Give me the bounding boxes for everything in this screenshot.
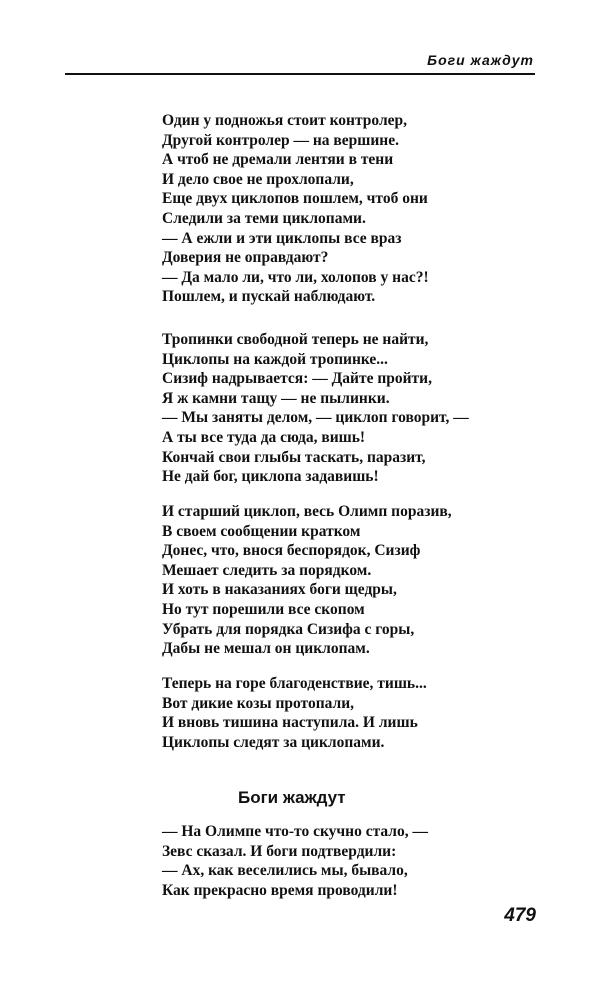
verse-line: А чтоб не дремали лентяи в тени [162,151,394,169]
verse-line: И вновь тишина наступила. И лишь [162,714,418,732]
verse-line: Пошлем, и пускай наблюдают. [162,288,376,306]
verse-line: И дело свое не прохлопали, [162,170,354,188]
verse-line: Но тут порешили все скопом [162,600,365,618]
verse-line: Кончай свои глыбы таскать, паразит, [162,448,426,466]
verse-line: — Да мало ли, что ли, холопов у нас?! [162,268,429,286]
verse-line: Дабы не мешал он циклопам. [162,640,370,658]
verse-line: — Ах, как веселились мы, бывало, [162,862,408,880]
verse-line: Один у подножья стоит контролер, [162,112,408,129]
verse-line: Тропинки свободной теперь не найти, [162,331,429,348]
verse-line: И старший циклоп, весь Олимп поразив, [162,503,452,520]
verse-line: Циклопы следят за циклопами. [162,733,385,751]
poem2-stanza-1 [162,822,428,900]
verse-line: Зевс сказал. И боги подтвердили: [162,842,397,860]
stanza-4 [162,674,427,752]
stanza-1 [162,111,429,307]
verse-line: Сизиф надрывается: — Дайте пройти, [162,370,432,388]
verse-line: Мешает следить за порядком. [162,561,372,579]
verse-line: — Мы заняты делом, — циклоп говорит, — [162,409,469,427]
poem-title: Боги жаждут [238,788,346,807]
running-head: Боги жаждут [427,52,534,68]
verse-line: Я ж камни тащу — не пылинки. [162,389,390,407]
verse-line: Как прекрасно время проводили! [162,881,398,899]
verse-line: — На Олимпе что-то скучно стало, — [162,823,428,840]
verse-line: В своем сообщении кратком [162,522,361,540]
verse-line: Донес, что, внося беспорядок, Сизиф [162,542,421,560]
header-rule [65,73,535,75]
verse-line: Другой контролер — на вершине. [162,131,399,149]
verse-line: Теперь на горе благоденствие, тишь... [162,675,427,692]
verse-line: Вот дикие козы протопали, [162,694,355,712]
page-number: 479 [504,905,536,926]
verse-line: Циклопы на каждой тропинке... [162,350,388,368]
verse-line: Не дай бог, циклопа задавишь! [162,468,379,486]
stanza-3 [162,502,452,659]
verse-line: Следили за теми циклопами. [162,209,366,227]
verse-line: Еще двух циклопов пошлем, чтоб они [162,190,428,208]
stanza-2 [162,330,469,487]
verse-line: И хоть в наказаниях боги щедры, [162,581,397,599]
verse-line: Убрать для порядка Сизифа с горы, [162,620,415,638]
verse-line: Доверия не оправдают? [162,249,329,267]
verse-line: — А ежли и эти циклопы все враз [162,229,402,247]
verse-line: А ты все туда да сюда, вишь! [162,428,366,446]
